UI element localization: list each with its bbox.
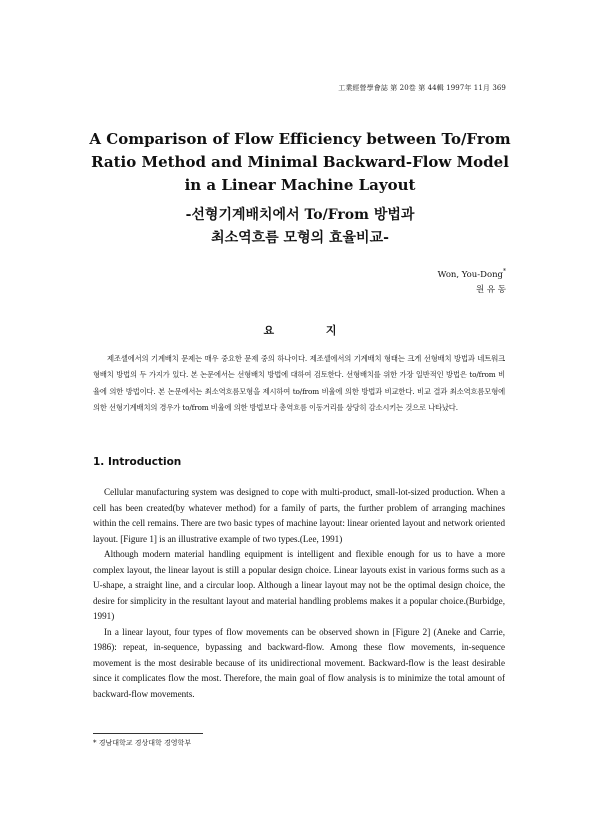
- paragraph: In a linear layout, four types of flow movements can be observed shown in [Figure 2] (Aneke and Carrie, 1986): repeat, in-sequence, bypassing and backward-flow. Among these flow movements, in-sequence movement is the most desirable because of its unidirectional movement. Backward-flow is the least desirable since it complicates flow the most. Therefore, the main goal of flow analysis is to minimize the total amount of backward-flow movements.: [93, 626, 505, 699]
- author-name-en: Won, You-Dong*: [437, 268, 506, 280]
- author-block: [438, 264, 506, 298]
- korean-title: [60, 204, 540, 250]
- abstract-text: 제조셀에서의 기계배치 문제는 매우 중요한 문제 중의 하나이다. 제조셀에서의 기계배치 형태는 크게 선형배치 방법과 네트워크형배치 방법의 두 가지가 있다. 본 논문에서는 선형배치 방법에 대하여 검토한다. 선형배치를 위한 가장 일반적인 방법은 to/from 비율에 의한 방법이다. 본 논문에서는 최소역흐름모형을 제시하여 to/from 비율에 의한 방법과 비교한다. 비교 결과 최소역흐름모형에 의한 선형기계배치의 경우가 to/from 비율에 의한 방법보다 총역흐름 이동거리를 상당히 감소시키는 것으로 나타났다.: [93, 354, 505, 413]
- korean-title-line: -선형기계배치에서 To/From 방법과: [185, 207, 415, 223]
- paper-title: [60, 128, 540, 197]
- title-line: in a Linear Machine Layout: [184, 176, 416, 194]
- author-name-ko: 원 유 동: [475, 284, 506, 295]
- paragraph: Although modern material handling equipment is intelligent and flexible enough for us to have a more complex layout, the linear layout is still a popular design choice. Linear layouts exist in various forms such as a U-shape, a straight line, and a circular loop. Although a linear layout may not be the optimal design choice, the desire for simplicity in the resultant layout and material handling problems makes it a popular choice.(Burbidge, 1991): [93, 549, 505, 621]
- section-heading: 1. Introduction: [93, 456, 182, 468]
- title-line: A Comparison of Flow Efficiency between To/From: [89, 130, 511, 148]
- abstract-heading: 요 지: [263, 324, 361, 337]
- korean-title-line: 최소역흐름 모형의 효율비교-: [211, 230, 389, 246]
- running-head: 工業經營學會誌 第 20卷 第 44輯 1997年 11月 369: [338, 84, 506, 92]
- footnote-divider: [93, 733, 203, 734]
- author-footnote-marker: *: [503, 268, 506, 275]
- footnote: * 경남대학교 경상대학 경영학부: [93, 739, 192, 747]
- paragraph: Cellular manufacturing system was designed to cope with multi-product, small-lot-sized production. When a cell has been created(by whatever method) for a family of parts, the further problem of arranging machines within the cell remains. There are two basic types of machine layout: linear oriented layout and network oriented layout. [Figure 1] is an illustrative example of two types.(Lee, 1991): [93, 487, 505, 544]
- title-line: Ratio Method and Minimal Backward-Flow Model: [91, 153, 509, 171]
- body-text: [93, 485, 505, 702]
